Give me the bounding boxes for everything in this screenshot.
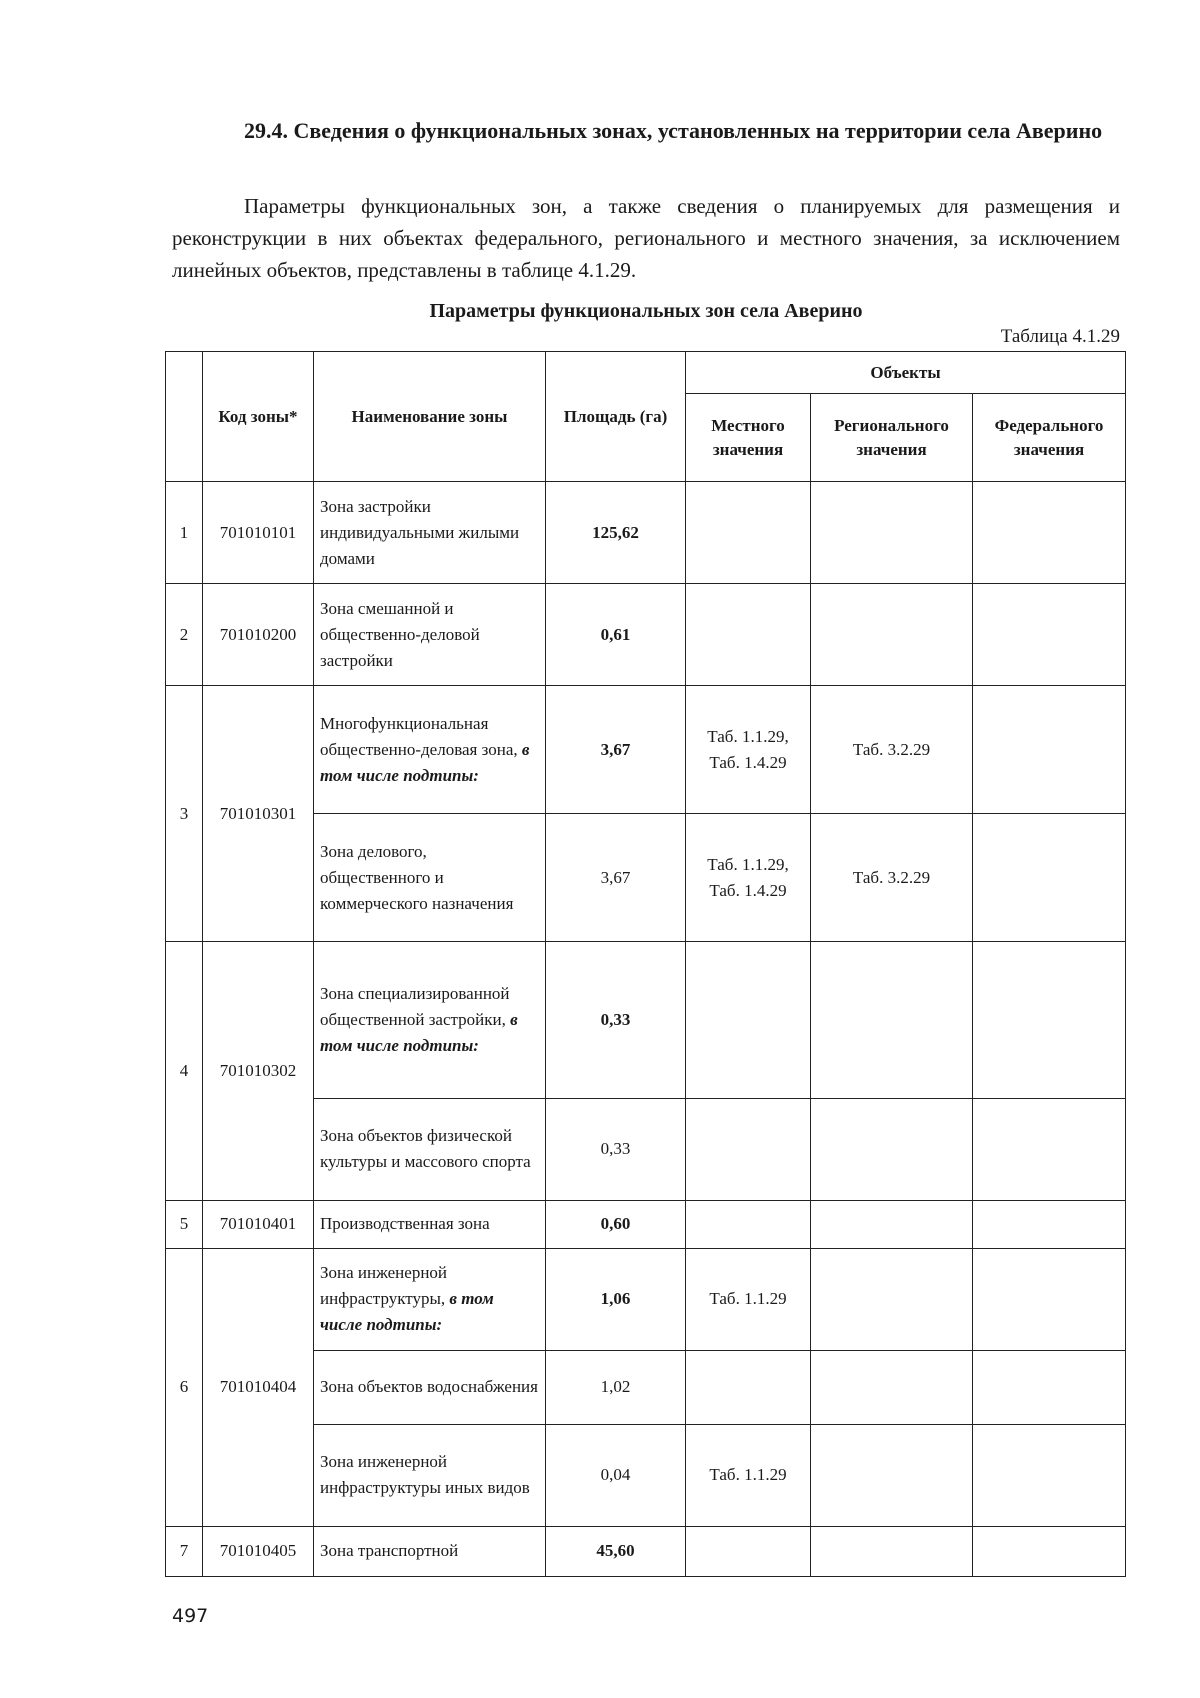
zone-name xyxy=(314,1248,546,1350)
table-row xyxy=(166,1200,1126,1248)
zone-code: 701010301 xyxy=(203,686,314,942)
federal-objects xyxy=(973,482,1126,584)
zone-area: 1,06 xyxy=(546,1248,686,1350)
regional-objects: Таб. 3.2.29 xyxy=(811,686,973,814)
regional-objects xyxy=(811,1350,973,1424)
table-number: Таблица 4.1.29 xyxy=(1000,326,1120,347)
federal-objects xyxy=(973,1248,1126,1350)
header-num xyxy=(166,352,203,482)
zone-name-text: Зона специализированной общественной застройки, xyxy=(320,984,510,1029)
regional-objects xyxy=(811,584,973,686)
header-federal: Федерального значения xyxy=(973,394,1126,482)
zone-code: 701010401 xyxy=(203,1200,314,1248)
intro-paragraph: Параметры функциональных зон, а также сведения о планируемых для размещения и реконструкции в них объектах федерального, регионального и местного значения, за исключением линейных объектов, представлены в таблице 4.1.29. xyxy=(172,194,1120,282)
federal-objects xyxy=(973,1526,1126,1576)
table-row xyxy=(166,482,1126,584)
zone-area: 0,04 xyxy=(546,1424,686,1526)
row-number: 4 xyxy=(166,942,203,1200)
zone-code: 701010302 xyxy=(203,942,314,1200)
federal-objects xyxy=(973,814,1126,942)
local-objects xyxy=(686,482,811,584)
local-objects: Таб. 1.1.29, Таб. 1.4.29 xyxy=(686,814,811,942)
local-objects: Таб. 1.1.29, Таб. 1.4.29 xyxy=(686,686,811,814)
local-objects xyxy=(686,1350,811,1424)
zone-name: Зона объектов водоснабжения xyxy=(314,1350,546,1424)
zone-name: Зона инженерной инфраструктуры иных видов xyxy=(314,1424,546,1526)
zone-code: 701010101 xyxy=(203,482,314,584)
zone-name-text: Многофункциональная общественно-деловая зона, xyxy=(320,713,518,759)
federal-objects xyxy=(973,1098,1126,1200)
zones-table xyxy=(165,351,1126,1577)
row-number: 6 xyxy=(166,1248,203,1526)
zone-subtypes-note: в том числе подтипы: xyxy=(320,1010,518,1055)
row-number: 5 xyxy=(166,1200,203,1248)
zone-name: Зона транспортной xyxy=(314,1526,546,1576)
regional-objects xyxy=(811,1200,973,1248)
row-number: 1 xyxy=(166,482,203,584)
zone-area: 0,33 xyxy=(546,1098,686,1200)
zone-name: Производственная зона xyxy=(314,1200,546,1248)
table-row xyxy=(166,942,1126,1098)
zone-area: 1,02 xyxy=(546,1350,686,1424)
header-area: Площадь (га) xyxy=(546,352,686,482)
federal-objects xyxy=(973,942,1126,1098)
regional-objects xyxy=(811,482,973,584)
header-code: Код зоны* xyxy=(203,352,314,482)
zone-area: 0,60 xyxy=(546,1200,686,1248)
local-objects xyxy=(686,584,811,686)
local-objects xyxy=(686,1526,811,1576)
row-number: 2 xyxy=(166,584,203,686)
zone-name: Зона застройки индивидуальными жилыми домами xyxy=(314,482,546,584)
federal-objects xyxy=(973,1424,1126,1526)
table-row xyxy=(166,584,1126,686)
table-row xyxy=(166,686,1126,814)
page-number: 497 xyxy=(172,1605,209,1627)
zone-name-text: Зона инженерной инфраструктуры, xyxy=(320,1263,448,1309)
zone-code: 701010405 xyxy=(203,1526,314,1576)
local-objects xyxy=(686,1200,811,1248)
zone-area: 3,67 xyxy=(546,814,686,942)
zone-area: 45,60 xyxy=(546,1526,686,1576)
zone-code: 701010404 xyxy=(203,1248,314,1526)
zone-code: 701010200 xyxy=(203,584,314,686)
zone-name: Зона делового, общественного и коммерческого назначения xyxy=(314,814,546,942)
zone-name: Зона смешанной и общественно-деловой застройки xyxy=(314,584,546,686)
federal-objects xyxy=(973,1200,1126,1248)
table-row xyxy=(166,1248,1126,1350)
header-objects: Объекты xyxy=(686,352,1126,394)
regional-objects xyxy=(811,942,973,1098)
table-title: Параметры функциональных зон села Аверино xyxy=(429,300,863,322)
zone-subtypes-note: в том числе подтипы: xyxy=(320,1289,494,1335)
section-heading: 29.4. Сведения о функциональных зонах, установленных на территории села Аверино xyxy=(244,118,1103,143)
local-objects xyxy=(686,942,811,1098)
regional-objects: Таб. 3.2.29 xyxy=(811,814,973,942)
federal-objects xyxy=(973,1350,1126,1424)
regional-objects xyxy=(811,1424,973,1526)
zone-name xyxy=(314,942,546,1098)
zone-area: 0,33 xyxy=(546,942,686,1098)
regional-objects xyxy=(811,1098,973,1200)
local-objects xyxy=(686,1098,811,1200)
local-objects: Таб. 1.1.29 xyxy=(686,1424,811,1526)
local-objects: Таб. 1.1.29 xyxy=(686,1248,811,1350)
header-local: Местного значения xyxy=(686,394,811,482)
zone-name: Зона объектов физической культуры и массового спорта xyxy=(314,1098,546,1200)
zone-subtypes-note: в том числе подтипы: xyxy=(320,739,530,785)
row-number: 7 xyxy=(166,1526,203,1576)
zone-area: 0,61 xyxy=(546,584,686,686)
federal-objects xyxy=(973,686,1126,814)
header-name: Наименование зоны xyxy=(314,352,546,482)
zone-name xyxy=(314,686,546,814)
zone-area: 125,62 xyxy=(546,482,686,584)
federal-objects xyxy=(973,584,1126,686)
header-regional: Регионального значения xyxy=(811,394,973,482)
row-number: 3 xyxy=(166,686,203,942)
table-row xyxy=(166,1526,1126,1576)
regional-objects xyxy=(811,1526,973,1576)
zone-area: 3,67 xyxy=(546,686,686,814)
regional-objects xyxy=(811,1248,973,1350)
